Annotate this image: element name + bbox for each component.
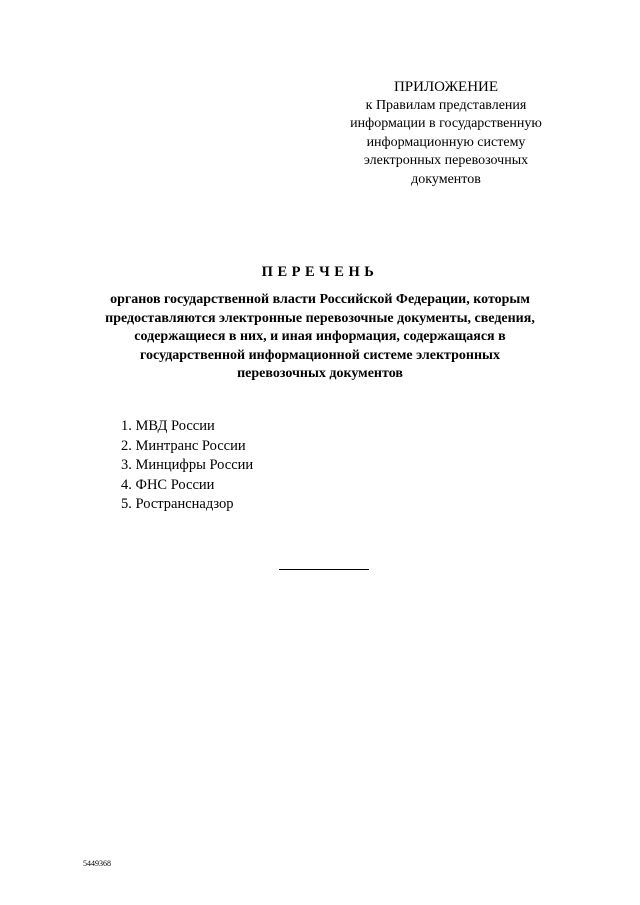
list-item: [121, 476, 253, 496]
list-item-number: 2.: [121, 437, 132, 454]
list-item: [121, 417, 253, 437]
agency-list: [121, 417, 253, 515]
list-item-number: 4.: [121, 476, 132, 493]
list-item-name: МВД России: [135, 418, 215, 434]
list-item-name: Минцифры России: [135, 457, 254, 473]
list-item: [121, 456, 253, 476]
end-divider: [279, 569, 369, 570]
list-item-name: ФНС России: [135, 476, 215, 493]
appendix-block: [330, 78, 562, 189]
subheading-line: перевозочных документов: [237, 366, 403, 381]
document-subheading: [60, 291, 580, 384]
list-item-name: Минтранс России: [135, 437, 246, 454]
list-item-name: Ространснадзор: [135, 496, 234, 512]
appendix-line: электронных перевозочных: [363, 153, 529, 168]
list-item: [121, 495, 253, 515]
list-item-number: 5.: [121, 496, 132, 512]
subheading-line: органов государственной власти Российской Федерации, которым: [110, 292, 530, 307]
subheading-line: государственной информационной системе электронных: [140, 347, 500, 363]
list-item-number: 1.: [121, 418, 132, 434]
document-heading: ПЕРЕЧЕНЬ: [261, 264, 379, 280]
appendix-line: документов: [411, 171, 481, 187]
document-number: 5449368: [83, 859, 111, 868]
list-item-number: 3.: [121, 457, 132, 473]
appendix-line: информационную систему: [366, 134, 526, 150]
subheading-line: предоставляются электронные перевозочные документы, сведения,: [105, 310, 535, 326]
appendix-line: к Правилам представления: [365, 97, 527, 113]
subheading-line: содержащиеся в них, и иная информация, содержащаяся в: [134, 329, 506, 344]
list-item: [121, 437, 253, 457]
appendix-line: информации в государственную: [350, 116, 542, 131]
appendix-title: ПРИЛОЖЕНИЕ: [393, 79, 499, 95]
